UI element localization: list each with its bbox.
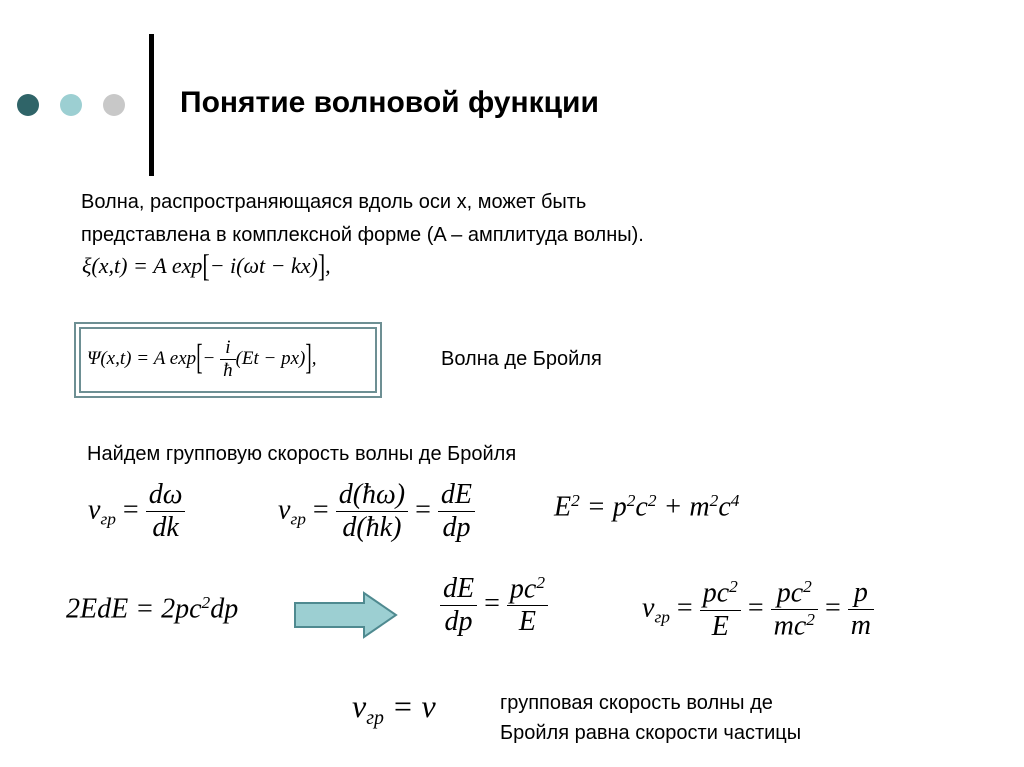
c-fourth: 4 [730,491,740,510]
vg-equals: = [676,592,693,624]
c-sq: 2 [647,491,657,510]
energy-rhs-p: = p [586,491,627,523]
v2-num: d(ħω) [336,480,408,512]
deriv-num: dE [440,574,477,606]
diff-c-sq: 2 [201,593,211,612]
intro-line-2: представлена в комплексной форме (A – амплитуда волны). [81,224,644,246]
deriv-equals: = [484,588,500,620]
v1-num: dω [146,480,186,512]
diff-lhs: 2EdE = 2pc [66,593,202,625]
psi-arg: (Et − px) [235,348,306,370]
vg-equals-2: = [747,592,764,624]
v1-symbol: v [88,494,101,526]
differential-equation [66,593,238,626]
v2-num-2: dE [438,480,475,512]
derivative-result [440,573,548,639]
psi-box-inner [79,327,377,393]
v1-fraction [146,480,186,544]
group-velocity-result [642,577,874,643]
intro-line-1: Волна, распространяющаяся вдоль оси x, может быть [81,191,587,213]
vg-symbol: v [642,592,655,624]
v2-subscript: гр [290,509,306,529]
v1-den: dk [152,511,179,543]
de-broglie-label: Волна де Бройля [441,348,602,370]
deriv-rhs-fraction [507,573,548,639]
decor-dot-gray [103,94,125,116]
group-velocity-heading: Найдем групповую скорость волны де Бройля [87,443,517,465]
v2-equals-2: = [415,494,431,526]
group-velocity-def [88,480,185,544]
vg-f3-den: m [850,609,871,641]
p-sq: 2 [626,491,636,510]
intro-text [81,186,841,252]
decor-dot-dark [17,94,39,116]
v2-den: d(ħk) [342,511,402,543]
vg-f2-den-sq: 2 [806,610,815,630]
v1-equals: = [122,494,139,526]
psi-equation: Ψ(x,t) = A exp[− $\frac{i}{ħ}$ (Et − px)], [87,337,317,382]
energy-c: c [635,491,648,523]
vg-fraction-3 [848,578,874,642]
vg-equals-3: = [824,592,841,624]
psi-frac-den: ħ [223,360,233,382]
energy-c2: c [718,491,731,523]
slide-title: Понятие волновой функции [180,86,599,119]
energy-symbol: E [554,491,572,523]
vg-f3-num: p [848,578,874,610]
conclusion-line-2: Бройля равна скорости частицы [500,722,802,744]
deriv-rhs-sq: 2 [536,573,546,592]
energy-plus-m: + m [663,491,710,523]
group-velocity-energy [278,480,475,544]
psi-minus: − [202,348,216,370]
diff-dp: dp [210,593,239,625]
energy-sq: 2 [571,491,580,510]
vg-fraction-1 [700,577,741,643]
wave-equation-comma: , [325,253,331,278]
deriv-rhs-den: E [518,606,537,638]
vg-fraction-2 [771,577,818,643]
wave-equation-lhs: ξ(x,t) = A exp [82,253,203,278]
final-subscript: гр [366,706,384,729]
vg-subscript: гр [654,607,670,627]
title-divider [149,34,154,176]
v2-symbol: v [278,494,291,526]
vg-f1-sq: 2 [729,577,738,597]
energy-momentum-relation [554,491,739,524]
v2-equals: = [312,494,329,526]
final-v-symbol: v [352,688,367,724]
vg-f1-den: E [711,610,729,642]
vg-f1-num: pc [702,577,730,609]
deriv-lhs-fraction [440,574,477,638]
v1-subscript: гр [100,509,116,529]
psi-comma: , [311,348,317,370]
psi-lhs: Ψ(x,t) = A exp [87,348,197,370]
right-arrow-icon [292,590,402,640]
wave-equation-arg: − i(ωt − kx) [209,253,318,278]
vg-f2-den: mc [773,610,807,642]
conclusion-text [500,688,801,748]
vg-f2-num: pc [776,577,804,609]
vg-f2-num-sq: 2 [803,577,812,596]
m-sq: 2 [709,491,719,510]
wave-equation: ξ(x,t) = A exp[− i(ωt − kx)], [82,247,331,284]
v2-den-2: dp [442,511,471,543]
decor-dot-teal [60,94,82,116]
v2-fraction-2 [438,480,475,544]
psi-frac-num: i [220,338,236,360]
psi-fraction [220,338,236,382]
deriv-den: dp [444,605,473,637]
v2-fraction-1 [336,480,408,544]
conclusion-line-1: групповая скорость волны де [500,692,773,714]
final-equation [352,688,436,730]
final-rhs: = v [391,688,436,724]
psi-box [74,322,382,398]
deriv-rhs-num: pc [509,573,537,605]
